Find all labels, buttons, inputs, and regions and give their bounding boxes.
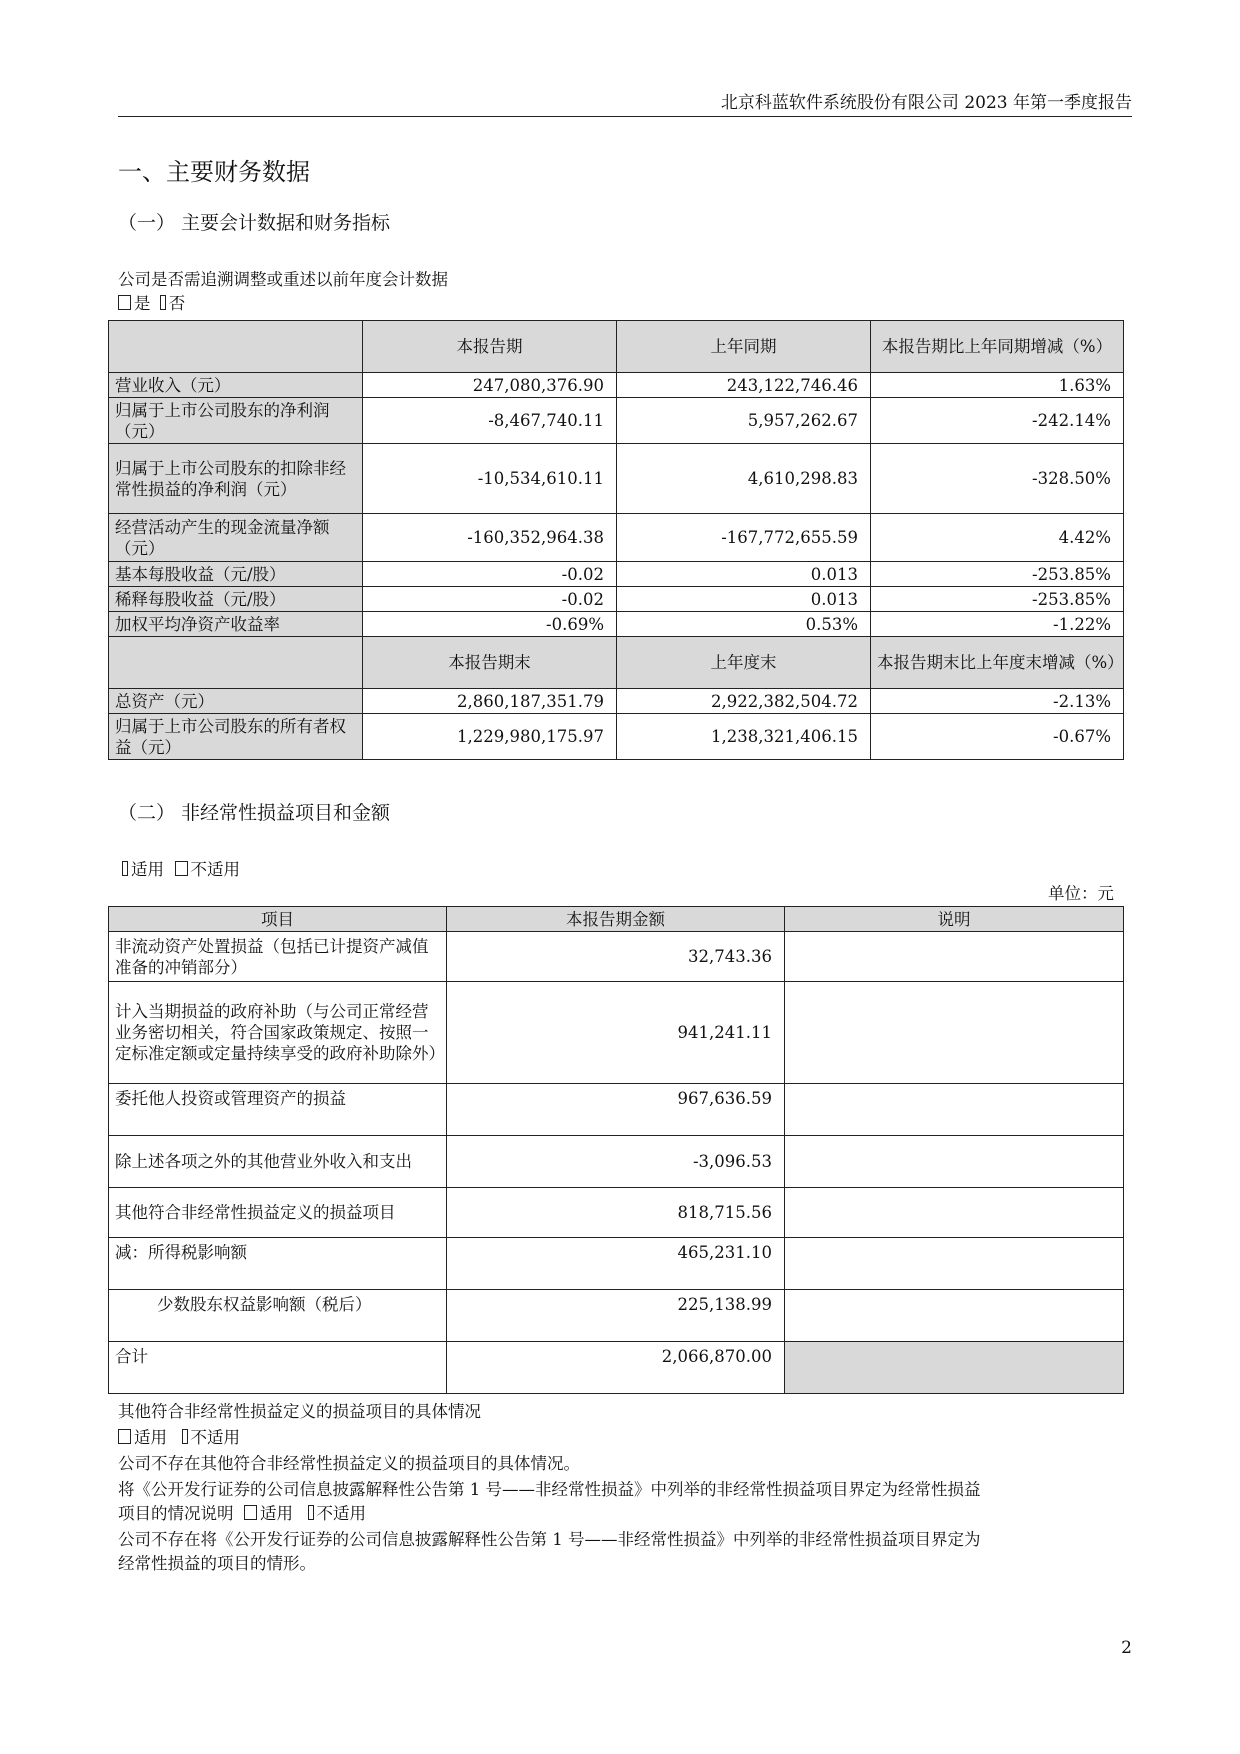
item-note [785,982,1124,1084]
table-header-cell [109,637,363,689]
page-number: 2 [1121,1638,1132,1658]
table-header-cell: 上年度末 [617,637,871,689]
key-financial-table [108,320,1124,760]
checkbox-applicable [244,1505,257,1520]
checkbox-not-applicable-checked [308,1505,314,1520]
section-subtitle-accounting: （一） 主要会计数据和财务指标 [118,212,391,234]
restate-options [118,290,185,314]
item-amount: 2,066,870.00 [447,1342,785,1394]
value-current: -0.69% [363,612,617,637]
table-row [109,1084,1124,1136]
item-note [785,1342,1124,1394]
reclass-title-line2 [118,1500,366,1524]
table-row [109,1136,1124,1188]
value-current: 247,080,376.90 [363,373,617,398]
item-label: 少数股东权益影响额（税后） [109,1290,447,1342]
checkbox-not-applicable [175,861,188,876]
value-current: -0.02 [363,587,617,612]
value-change: -328.50% [871,444,1124,514]
table-header-cell [109,321,363,373]
section-title-financial: 一、主要财务数据 [118,158,310,186]
option-applicable-label: 适用 [134,1428,167,1447]
table-row [109,689,1124,714]
value-current: -160,352,964.38 [363,514,617,562]
option-not-applicable-label: 不适用 [316,1504,366,1523]
value-current: -0.02 [363,562,617,587]
nonrecurring-table [108,906,1124,1394]
restate-question: 公司是否需追溯调整或重述以前年度会计数据 [118,270,448,289]
value-prior: -167,772,655.59 [617,514,871,562]
item-label: 合计 [109,1342,447,1394]
item-note [785,1290,1124,1342]
table-header-cell: 项目 [109,907,447,932]
item-label: 计入当期损益的政府补助（与公司正常经营业务密切相关，符合国家政策规定、按照一定标准定额或定量持续享受的政府补助除外） [109,982,447,1084]
value-current: -8,467,740.11 [363,398,617,444]
checkbox-no-checked [160,295,166,310]
section-subtitle-nonrecurring: （二） 非经常性损益项目和金额 [118,802,391,824]
option-no-label: 否 [168,294,186,313]
option-not-applicable-label: 不适用 [190,860,240,879]
value-prior: 243,122,746.46 [617,373,871,398]
table-row [109,398,1124,444]
item-amount: 941,241.11 [447,982,785,1084]
option-not-applicable-label: 不适用 [190,1428,240,1447]
row-label: 加权平均净资产收益率 [109,612,363,637]
value-change: -1.22% [871,612,1124,637]
row-label: 归属于上市公司股东的净利润（元） [109,398,363,444]
reclass-text-line1: 公司不存在将《公开发行证券的公司信息披露解释性公告第 1 号——非经常性损益》中列举的非经常性损益项目界定为 [118,1530,981,1549]
row-label: 基本每股收益（元/股） [109,562,363,587]
reclass-title-label: 项目的情况说明 [118,1504,234,1523]
table-row [109,587,1124,612]
other-items-options [118,1424,240,1448]
row-label: 营业收入（元） [109,373,363,398]
table-row [109,444,1124,514]
value-current: -10,534,610.11 [363,444,617,514]
item-amount: 465,231.10 [447,1238,785,1290]
table-header-cell: 上年同期 [617,321,871,373]
table-row [109,1290,1124,1342]
table-header-cell: 说明 [785,907,1124,932]
table-header-cell: 本报告期末比上年度末增减（%） [871,637,1124,689]
value-change: -253.85% [871,562,1124,587]
value-change: -2.13% [871,689,1124,714]
row-label: 归属于上市公司股东的所有者权益（元） [109,714,363,760]
checkbox-not-applicable-checked [182,1429,188,1444]
item-amount: 32,743.36 [447,932,785,982]
option-yes-label: 是 [134,294,151,313]
value-prior: 2,922,382,504.72 [617,689,871,714]
item-note [785,1188,1124,1238]
item-note [785,932,1124,982]
table-header-cell: 本报告期金额 [447,907,785,932]
item-note [785,1084,1124,1136]
table-header-cell: 本报告期 [363,321,617,373]
checkbox-applicable-checked [122,861,128,876]
value-prior: 0.013 [617,562,871,587]
table-row [109,373,1124,398]
other-items-text: 公司不存在其他符合非经常性损益定义的损益项目的具体情况。 [118,1454,580,1473]
table-row [109,1238,1124,1290]
item-amount: 225,138.99 [447,1290,785,1342]
item-label: 委托他人投资或管理资产的损益 [109,1084,447,1136]
row-label: 稀释每股收益（元/股） [109,587,363,612]
table-row [109,1342,1124,1394]
value-change: -253.85% [871,587,1124,612]
item-label: 其他符合非经常性损益定义的损益项目 [109,1188,447,1238]
table-row [109,562,1124,587]
value-prior: 5,957,262.67 [617,398,871,444]
value-change: -0.67% [871,714,1124,760]
value-prior: 0.53% [617,612,871,637]
header-rule [118,116,1132,117]
table-header-cell: 本报告期末 [363,637,617,689]
table-row [109,612,1124,637]
item-amount: 818,715.56 [447,1188,785,1238]
table-row [109,932,1124,982]
value-change: 4.42% [871,514,1124,562]
value-change: -242.14% [871,398,1124,444]
table-row [109,1188,1124,1238]
table-row [109,982,1124,1084]
row-label: 总资产（元） [109,689,363,714]
report-header: 北京科蓝软件系统股份有限公司 2023 年第一季度报告 [720,93,1132,113]
table-row [109,514,1124,562]
row-label: 经营活动产生的现金流量净额（元） [109,514,363,562]
unit-label: 单位：元 [1048,884,1114,903]
table-header-cell: 本报告期比上年同期增减（%） [871,321,1124,373]
item-note [785,1238,1124,1290]
value-change: 1.63% [871,373,1124,398]
item-label: 非流动资产处置损益（包括已计提资产减值准备的冲销部分） [109,932,447,982]
option-applicable-label: 适用 [131,860,164,879]
item-label: 减：所得税影响额 [109,1238,447,1290]
item-note [785,1136,1124,1188]
value-prior: 0.013 [617,587,871,612]
applicable-options [118,856,240,880]
item-amount: -3,096.53 [447,1136,785,1188]
option-applicable-label: 适用 [260,1504,293,1523]
item-label: 除上述各项之外的其他营业外收入和支出 [109,1136,447,1188]
row-label: 归属于上市公司股东的扣除非经常性损益的净利润（元） [109,444,363,514]
checkbox-applicable [118,1429,131,1444]
reclass-text-line2: 经常性损益的项目的情形。 [118,1554,316,1573]
value-prior: 1,238,321,406.15 [617,714,871,760]
item-amount: 967,636.59 [447,1084,785,1136]
table-row [109,714,1124,760]
value-prior: 4,610,298.83 [617,444,871,514]
value-current: 2,860,187,351.79 [363,689,617,714]
reclass-title-line1: 将《公开发行证券的公司信息披露解释性公告第 1 号——非经常性损益》中列举的非经常性损益项目界定为经常性损益 [118,1480,981,1499]
value-current: 1,229,980,175.97 [363,714,617,760]
checkbox-yes [118,295,131,310]
other-items-title: 其他符合非经常性损益定义的损益项目的具体情况 [118,1402,481,1421]
